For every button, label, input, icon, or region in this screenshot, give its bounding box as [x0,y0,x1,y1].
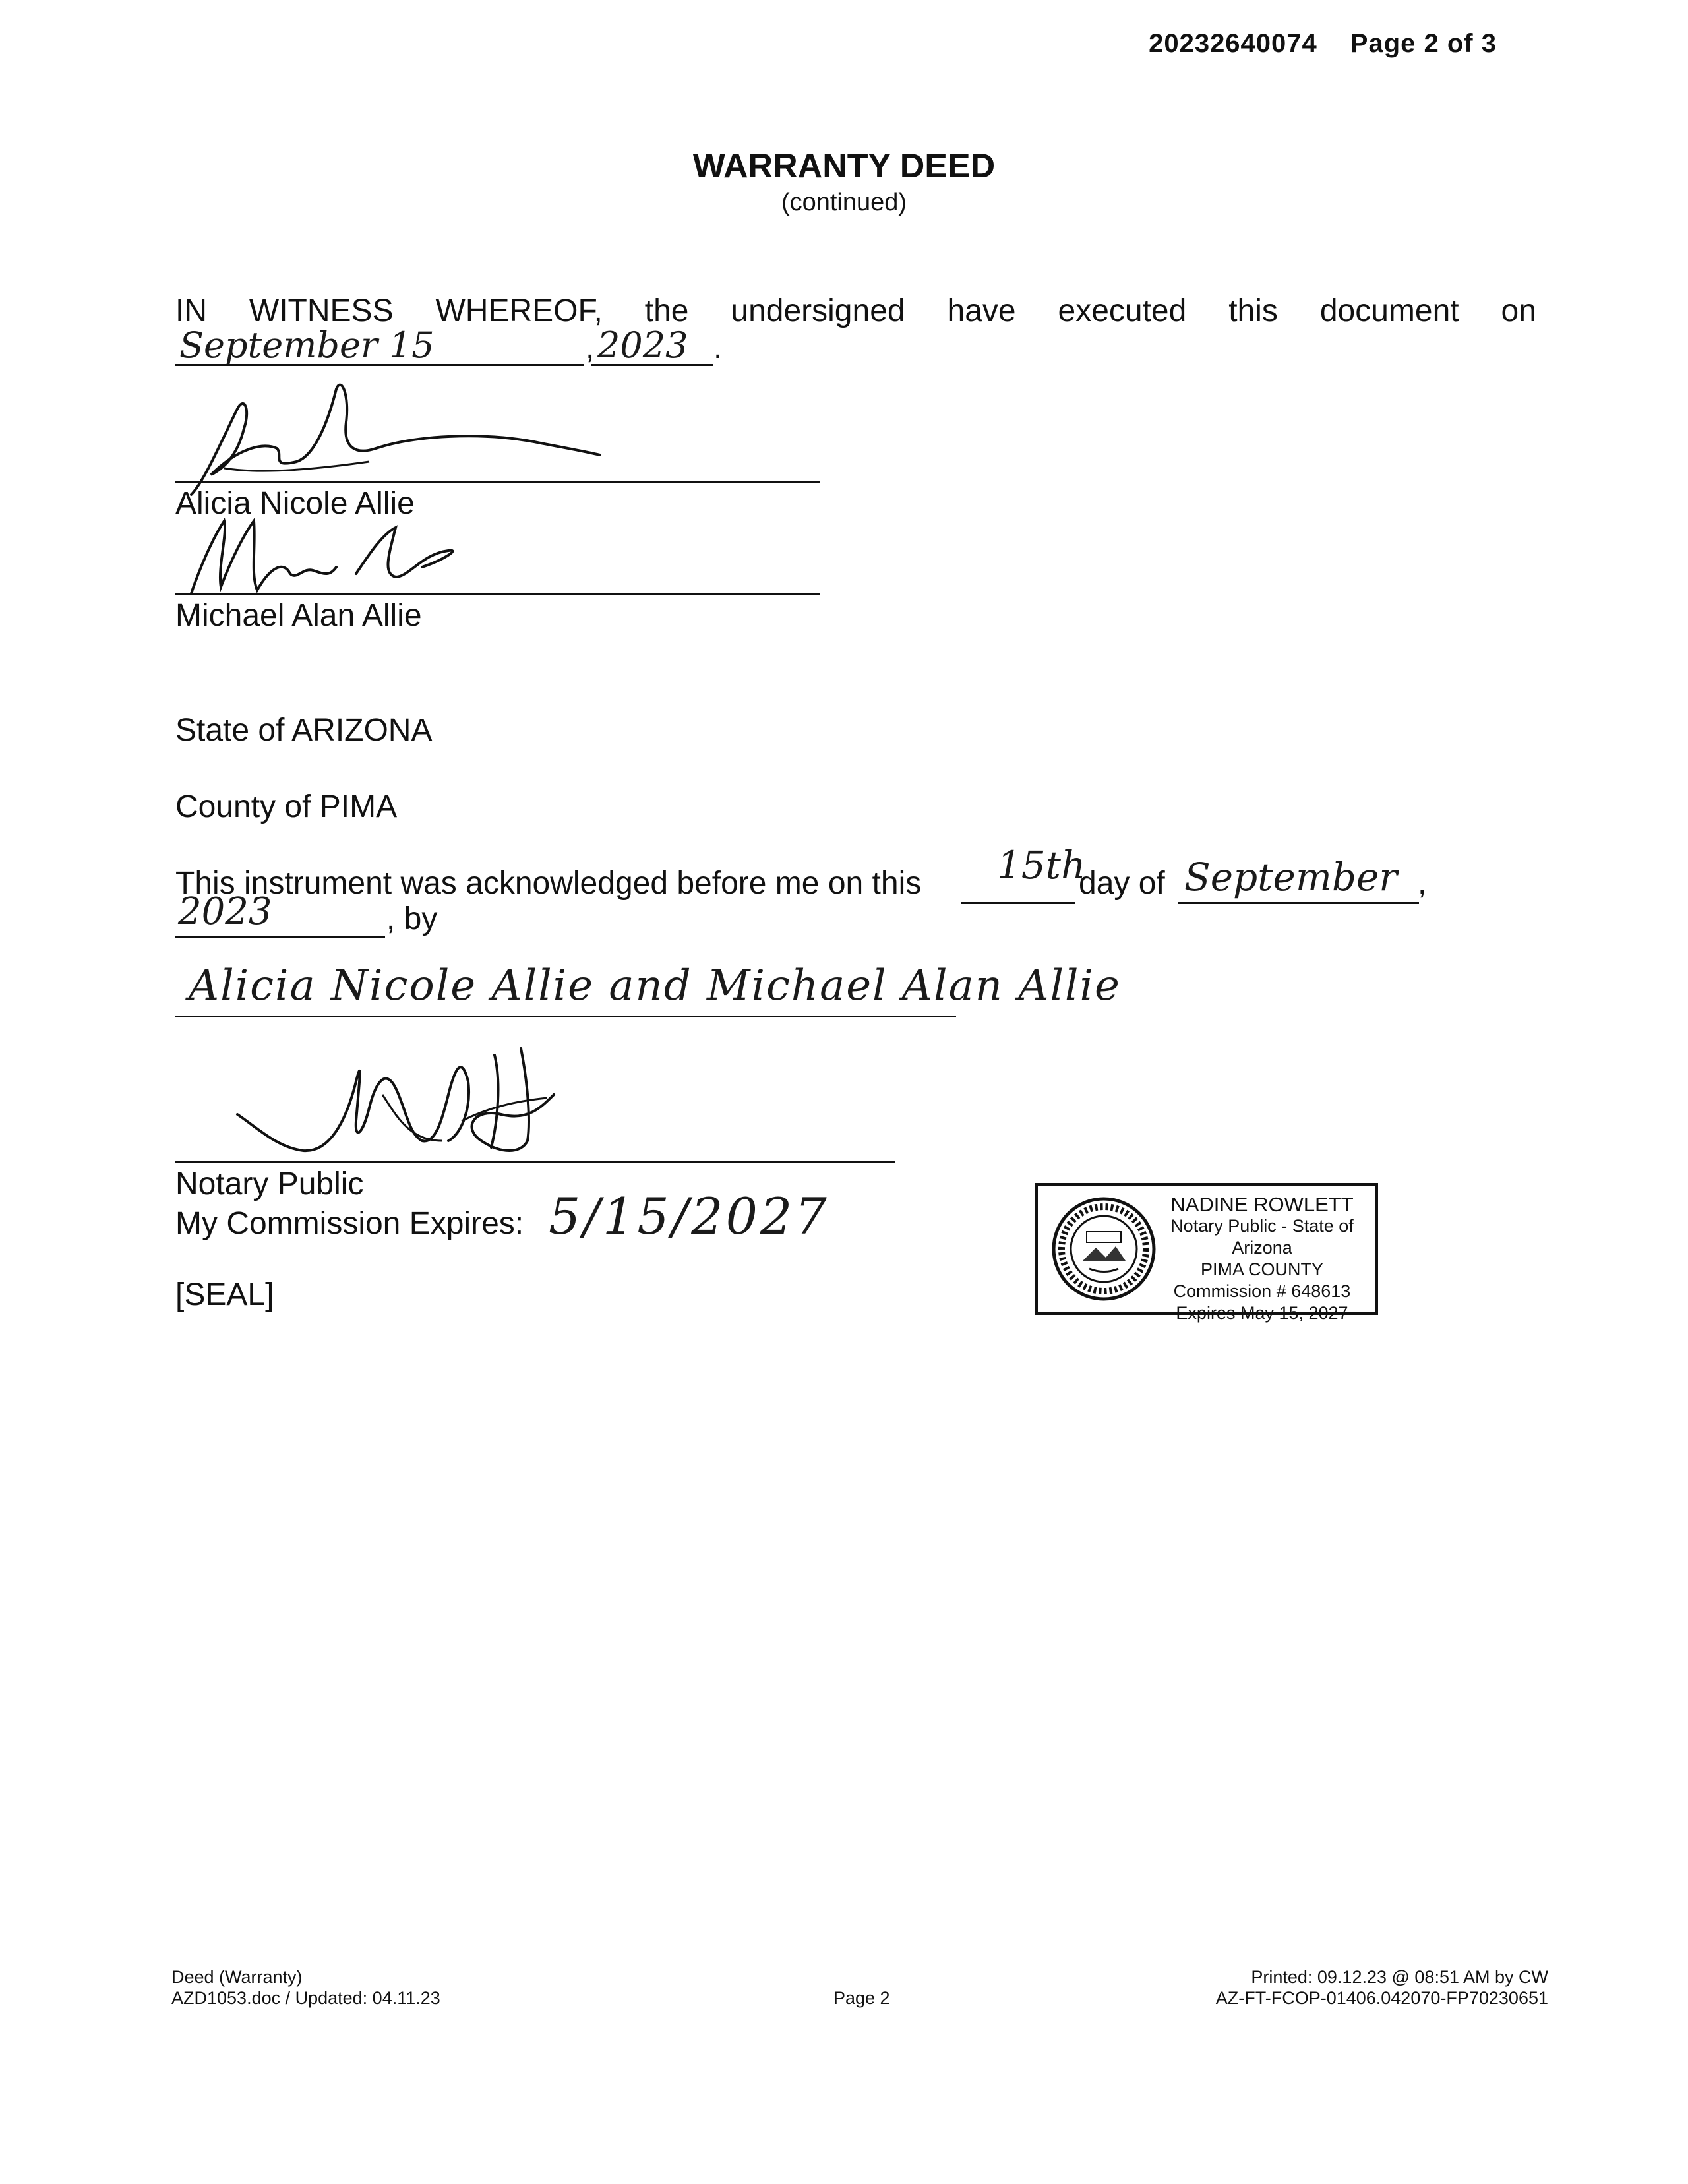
execution-date-handwritten: September 15 [179,324,435,366]
document-number: 20232640074 [1149,29,1317,58]
footer-doc-type: Deed (Warranty) [171,1967,303,1987]
commission-expires-label: My Commission Expires: [175,1206,524,1241]
page-indicator: Page 2 of 3 [1350,29,1497,58]
ack-day-label: day of [1079,866,1165,901]
notary-seal-commission: Commission # 648613 [1173,1281,1351,1301]
acknowledgment-prefix: This instrument was acknowledged before me on this [175,866,922,901]
ack-names-line [175,1016,956,1017]
footer-file-id: AZ-FT-FCOP-01406.042070-FP70230651 [1215,1988,1548,2008]
ack-year-handwritten: 2023 [178,890,272,933]
footer-right [1216,1966,1548,2009]
ack-day-handwritten: 15th [997,843,1086,888]
footer-printed: Printed: 09.12.23 @ 08:51 AM by CW [1251,1967,1548,1987]
footer-left [171,1966,440,2009]
witness-word: have [947,293,1016,328]
document-reference [1149,29,1497,59]
notary-signature-line [175,1161,895,1163]
date-comma: , [586,330,595,365]
signature-line-1 [175,481,820,483]
seal-label: [SEAL] [175,1277,274,1312]
ack-by-label: , by [386,901,438,936]
witness-word: document [1319,293,1459,328]
witness-word: WITNESS [249,293,394,328]
ack-names-handwritten: Alicia Nicole Allie and Michael Alan Allie [189,961,1121,1010]
witness-word: IN [175,293,207,328]
notary-seal-text [1150,1194,1374,1324]
page-subtitle: (continued) [781,189,907,216]
execution-year-line [591,364,713,366]
ack-month-comma: , [1418,866,1427,901]
venue-county: County of PIMA [175,789,398,824]
state-seal-emblem [1050,1195,1158,1303]
footer-page-number: Page 2 [833,1988,890,2008]
ack-month-handwritten: September [1184,855,1397,899]
notary-seal-name: NADINE ROWLETT [1170,1193,1354,1216]
notary-signature [231,1042,626,1161]
witness-word: on [1501,293,1536,328]
ack-year-line [175,936,385,938]
page-title: WARRANTY DEED [692,147,996,185]
notary-seal-expiry: Expires May 15, 2027 [1176,1303,1348,1323]
witness-word: executed [1058,293,1187,328]
execution-year-handwritten: 2023 [597,324,688,366]
notary-seal-line: Notary Public - State of Arizona [1170,1216,1354,1258]
signature-line-2 [175,593,820,595]
witness-word: undersigned [731,293,905,328]
commission-expiry-handwritten: 5/15/2027 [549,1187,829,1246]
signer-name-1: Alicia Nicole Allie [175,486,415,521]
ack-month-line [1178,902,1419,904]
notary-seal-county: PIMA COUNTY [1200,1259,1324,1279]
date-period: . [713,330,723,365]
footer-form-id: AZD1053.doc / Updated: 04.11.23 [171,1988,440,2008]
witness-clause [175,293,1536,329]
notary-seal-stamp [1035,1183,1378,1323]
signer-name-2: Michael Alan Allie [175,598,422,633]
ack-day-line [961,902,1075,904]
witness-word: WHEREOF, [435,293,603,328]
witness-word: the [644,293,689,328]
witness-word: this [1228,293,1278,328]
notary-label: Notary Public [175,1167,364,1201]
venue-state: State of ARIZONA [175,713,433,748]
execution-date-line [175,364,584,366]
signature-michael [171,514,475,600]
